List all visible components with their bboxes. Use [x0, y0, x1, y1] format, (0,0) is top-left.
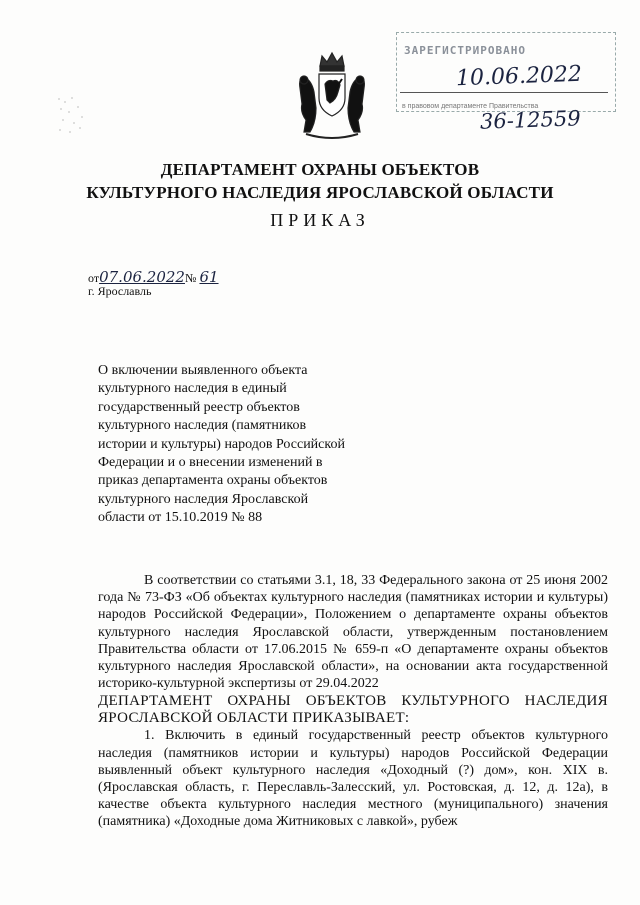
registration-stamp: [396, 24, 620, 134]
number-label: №: [184, 271, 197, 285]
organization-title-line2: КУЛЬТУРНОГО НАСЛЕДИЯ ЯРОСЛАВСКОЙ ОБЛАСТИ: [86, 183, 554, 202]
scan-noise: [56, 95, 86, 135]
stamp-underline: [400, 92, 608, 93]
order-date: 07.06.2022: [99, 268, 185, 286]
order-body: [98, 572, 608, 831]
preamble-paragraph: В соответствии со статьями 3.1, 18, 33 Федерального закона от 25 июня 2002 года № 73-ФЗ «Об объектах культурного наследия (памятниках истории и культуры) народов Российской Федерации», Положением о департаменте охраны объектов культурного наследия Ярославской области, утвержденным постановлением Правительства области от 17.06.2015 № 659-п «О департаменте охраны объектов культурного наследия Ярославской области», на основании акта государственной историко-культурной экспертизы от 29.04.2022: [98, 573, 608, 692]
organization-title-line1: ДЕПАРТАМЕНТ ОХРАНЫ ОБЪЕКТОВ: [160, 160, 480, 179]
document-type: ПРИКАЗ: [270, 210, 370, 230]
stamp-organization: ЗАРЕГИСТРИРОВАНО: [404, 44, 526, 57]
stamp-number: 36-12559: [479, 106, 582, 134]
coat-of-arms-icon: [292, 48, 372, 144]
city: г. Ярославль: [88, 284, 152, 298]
orders-heading: ДЕПАРТАМЕНТ ОХРАНЫ ОБЪЕКТОВ КУЛЬТУРНОГО НАСЛЕДИЯ ЯРОСЛАВСКОЙ ОБЛАСТИ ПРИКАЗЫВАЕТ:: [98, 693, 608, 727]
stamp-caption: в правовом департаменте Правительства: [402, 103, 539, 110]
order-number: 61: [199, 268, 219, 286]
stamp-date: 10.06.2022: [455, 61, 583, 92]
from-label: от: [88, 271, 100, 285]
order-subject: О включении выявленного объекта культурного наследия в единый государственный реестр объектов культурного наследия (памятников истории и культуры) народов Российской Федерации и о внесении изменений в приказ департамента охраны объектов культурного наследия Ярославской области от 15.10.2019 № 88: [98, 363, 345, 526]
organization-title: [80, 158, 560, 204]
item-1-paragraph: 1. Включить в единый государственный реестр объектов культурного наследия (памятников истории и культуры) народов Российской Федерации выявленный объект культурного наследия «Доходный (?) дом», кон. XIX в. (Ярославская область, г. Переславль-Залесский, ул. Ростовская, д. 12, д. 12а), в качестве объекта культурного наследия местного (муниципального) значения (памятника) «Доходные дома Житниковых с лавкой», рубеж: [98, 728, 608, 830]
